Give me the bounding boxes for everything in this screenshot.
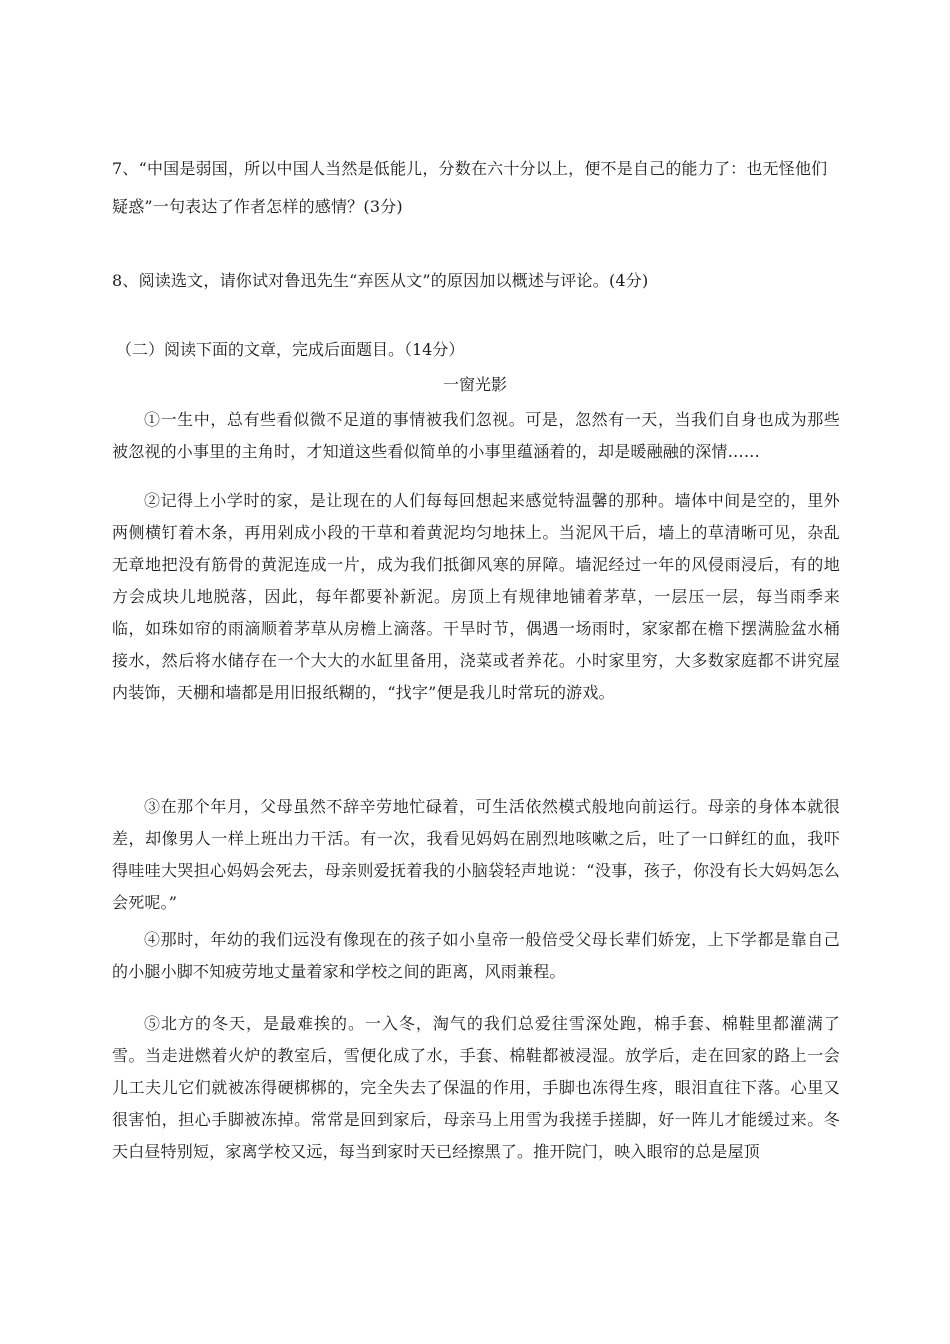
question-8: 8、阅读选文，请你试对鲁迅先生“弃医从文”的原因加以概述与评论。(4分) (112, 271, 649, 290)
paragraph-4: ④那时，年幼的我们远没有像现在的孩子如小皇帝一般倍受父母长辈们娇宠，上下学都是靠自己的小腿小脚不知疲劳地丈量着家和学校之间的距离，风雨兼程。 (112, 930, 840, 981)
paragraph-5: ⑤北方的冬天，是最难挨的。一入冬，淘气的我们总爱往雪深处跑，棉手套、棉鞋里都灌满了雪。当走进燃着火炉的教室后，雪便化成了水，手套、棉鞋都被浸湿。放学后，走在回家的路上一会儿工夫儿它们就被冻得硬梆梆的，完全失去了保温的作用，手脚也冻得生疼，眼泪直往下落。心里又很害怕，担心手脚被冻掉。常常是回到家后，母亲马上用雪为我搓手搓脚，好一阵儿才能缓过来。冬天白昼特别短，家离学校又远，每当到家时天已经擦黑了。推开院门，映入眼帘的总是屋顶 (112, 1014, 840, 1161)
section-heading: （二）阅读下面的文章，完成后面题目。（14分） (116, 340, 465, 359)
paragraph-1: ①一生中，总有些看似微不足道的事情被我们忽视。可是，忽然有一天，当我们自身也成为那些被忽视的小事里的主角时，才知道这些看似简单的小事里蕴涵着的，却是暖融融的深情…… (112, 410, 840, 461)
article-title: 一窗光影 (442, 375, 507, 394)
paragraph-3: ③在那个年月，父母虽然不辞辛劳地忙碌着，可生活依然模式般地向前运行。母亲的身体本就很差，却像男人一样上班出力干活。有一次，我看见妈妈在剧烈地咳嗽之后，吐了一口鲜红的血，我吓得哇哇大哭担心妈妈会死去，母亲则爱抚着我的小脑袋轻声地说：“没事，孩子，你没有长大妈妈怎么会死呢。” (112, 797, 840, 912)
question-7: 7、“中国是弱国，所以中国人当然是低能儿，分数在六十分以上，便不是自己的能力了：也无怪他们疑惑”一句表达了作者怎样的感情？(3分) (112, 159, 828, 216)
paragraph-2: ②记得上小学时的家，是让现在的人们每每回想起来感觉特温馨的那种。墙体中间是空的，里外两侧横钉着木条，再用剁成小段的干草和着黄泥均匀地抹上。当泥风干后，墙上的草清晰可见，杂乱无章地把没有筋骨的黄泥连成一片，成为我们抵御风寒的屏障。墙泥经过一年的风侵雨浸后，有的地方会成块儿地脱落，因此，每年都要补新泥。房顶上有规律地铺着茅草，一层压一层，每当雨季来临，如珠如帘的雨滴顺着茅草从房檐上滴落。干旱时节，偶遇一场雨时，家家都在檐下摆满脸盆水桶接水，然后将水储存在一个大大的水缸里备用，浇菜或者养花。小时家里穷，大多数家庭都不讲究屋内装饰，天棚和墙都是用旧报纸糊的，“找字”便是我儿时常玩的游戏。 (112, 491, 840, 702)
